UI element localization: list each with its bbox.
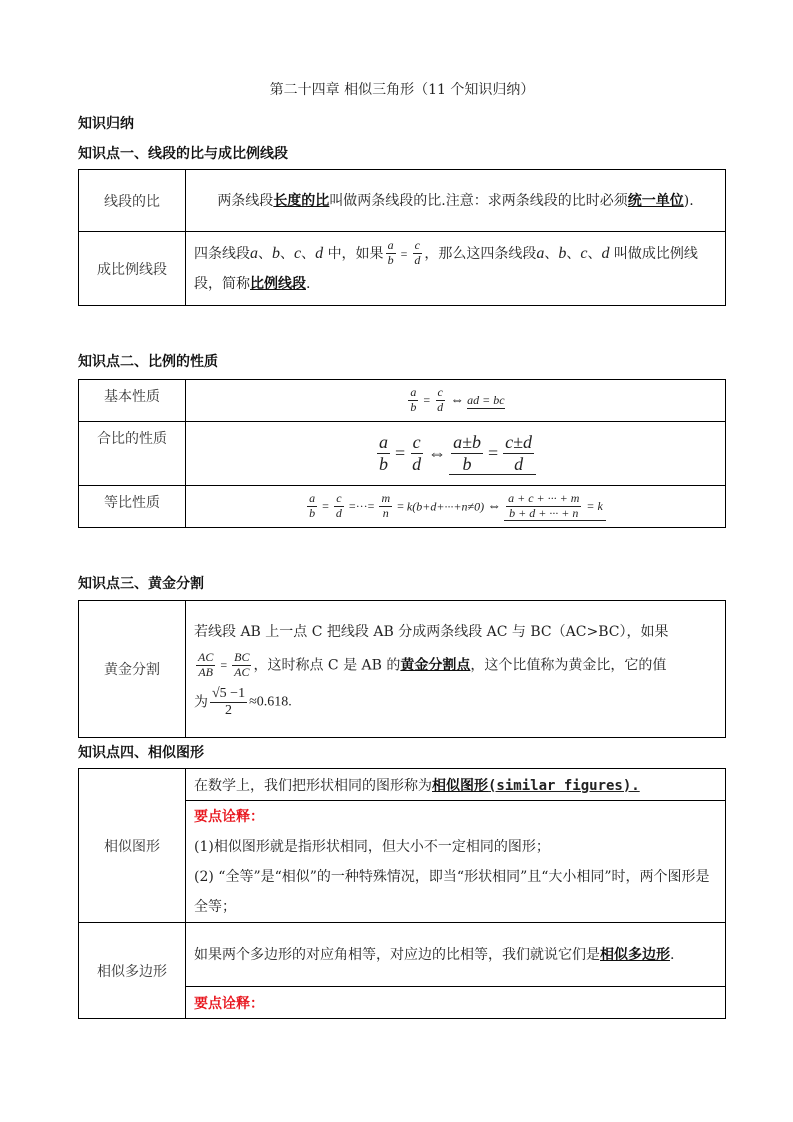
var: c xyxy=(294,244,302,262)
section-2-heading: 知识点二、比例的性质 xyxy=(78,354,218,370)
key-term: 相似多边形 xyxy=(600,946,670,963)
notes-title: 要点诠释： xyxy=(194,995,264,1012)
fraction xyxy=(196,651,215,680)
table-row xyxy=(79,380,726,422)
text: ). xyxy=(683,192,694,209)
numerator: BC xyxy=(234,650,250,665)
denominator: AC xyxy=(234,664,250,679)
formula-basic: $\frac{a}{b}$ = $\frac{c}{d}$ ⇔ ad = bc xyxy=(186,380,726,422)
note-item: (2) “全等”是“相似”的一种特殊情况，即当“形状相同”且“大小相同”时，两个图形是全等； xyxy=(194,868,710,915)
text: ，这时称点 C 是 AB 的 xyxy=(253,657,401,674)
text: 在数学上，我们把形状相同的图形称为 xyxy=(194,777,432,794)
key-term: 相似图形 xyxy=(432,777,488,794)
key-term: 长度的比 xyxy=(273,192,330,209)
fraction xyxy=(412,239,422,268)
var: d xyxy=(601,244,610,262)
row-label: 相似图形 xyxy=(79,769,186,923)
condition: k(b+d+···+n≠0) xyxy=(406,499,485,513)
denominator: b xyxy=(387,253,394,267)
text: 如果两个多边形的对应角相等，对应边的比相等，我们就说它们是 xyxy=(194,946,600,963)
key-term: 比例线段 xyxy=(250,275,306,292)
var: b xyxy=(558,244,567,262)
numerator: c xyxy=(414,238,420,253)
row-label: 线段的比 xyxy=(79,170,186,232)
rhs: ad = bc xyxy=(467,392,505,407)
section-2-table xyxy=(78,379,726,528)
text: 中，如果 xyxy=(327,245,384,262)
section-3-table xyxy=(78,600,726,738)
table-row xyxy=(79,769,726,801)
text: . xyxy=(670,946,675,963)
table-row xyxy=(79,232,726,306)
var: a xyxy=(250,244,258,262)
row-label: 相似多边形 xyxy=(79,923,186,1019)
numerator: √5 −1 xyxy=(210,686,247,703)
section-4-table xyxy=(78,768,726,1019)
formula-composition: $\frac{a}{b}$ = $\frac{c}{d}$ ⇔ $\frac{a\pm b}{b}$ = $\frac{c\pm d}{d}$ xyxy=(186,422,726,486)
text: . xyxy=(306,275,311,292)
denominator: d xyxy=(414,253,421,267)
row-label: 等比性质 xyxy=(79,486,186,528)
denominator: AB xyxy=(198,664,213,679)
numerator: AC xyxy=(198,650,214,665)
note-item: (1)相似图形就是指形状相同，但大小不一定相同的图形； xyxy=(194,838,550,855)
denominator: b + d + ··· + n xyxy=(509,505,579,520)
table-row xyxy=(79,601,726,738)
notes-title: 要点诠释： xyxy=(194,808,264,825)
table-row xyxy=(79,422,726,486)
row-label: 成比例线段 xyxy=(79,232,186,306)
var: c xyxy=(580,244,588,262)
text: 叫做成比例线段，简称 xyxy=(194,245,698,292)
denominator: 2 xyxy=(225,702,233,718)
summary-heading: 知识归纳 xyxy=(78,116,134,132)
key-term-english: (similar figures). xyxy=(488,777,640,794)
text: ，这个比值称为黄金比，它的值 xyxy=(470,657,667,674)
table-row xyxy=(79,923,726,987)
notes xyxy=(186,801,726,923)
text: 为 xyxy=(194,694,208,711)
text: 四条线段 xyxy=(194,245,250,262)
table-row xyxy=(79,170,726,232)
var: d xyxy=(315,244,324,262)
text: 若线段 AB 上一点 C 把线段 AB 分成两条线段 AC 与 BC（AC>BC），如果 xyxy=(194,624,669,641)
row-label: 基本性质 xyxy=(79,380,186,422)
notes xyxy=(186,987,726,1019)
table-row xyxy=(79,486,726,528)
key-term: 统一单位 xyxy=(627,192,684,209)
row-label: 合比的性质 xyxy=(79,422,186,486)
formula-equal-ratio: $\frac{a}{b}$ = $\frac{c}{d}$ =···= $\frac{m}{n}$ = k(b+d+···+n≠0) ⇔ $\frac{a + c + \cdot\cdot\cdot + m}{b + d + \cdot\cdot\cdot + n}$ = k xyxy=(186,486,726,528)
fraction xyxy=(386,239,396,268)
fraction xyxy=(210,686,247,719)
row-content xyxy=(186,170,726,232)
section-1-table xyxy=(78,169,726,306)
fraction xyxy=(232,651,251,680)
numerator: c±d xyxy=(505,431,533,452)
numerator: a±b xyxy=(453,431,481,452)
numerator: a xyxy=(387,238,394,253)
key-term: 黄金分割点 xyxy=(400,657,471,674)
numerator: a + c + ··· + m xyxy=(508,490,580,505)
text: ，那么这四条线段 xyxy=(424,245,537,262)
definition xyxy=(186,923,726,987)
approx-value: ≈0.618. xyxy=(249,694,292,710)
var: b xyxy=(272,244,280,262)
row-content: 四条线段a、b、c、d 中，如果 $\frac{a}{b}$ = $\frac{c}{d}$ ，那么这四条线段a、b、c、d 叫做成比例线段，简称比例线段. xyxy=(186,232,726,306)
text: 两条线段 xyxy=(217,192,274,209)
row-content: 若线段 AB 上一点 C 把线段 AB 分成两条线段 AC 与 BC（AC>BC），如果 $\frac{AC}{AB}$ = $\frac{BC}{AC}$ ，这时称点 C 是 AB 的黄金分割点，这个比值称为黄金比，它的值 为 $\frac{√5 -1}{2}$ ≈0.618. xyxy=(186,601,726,738)
text: 叫做两条线段的比.注意：求两条线段的比时必须 xyxy=(329,192,628,209)
section-1-heading: 知识点一、线段的比与成比例线段 xyxy=(78,146,288,162)
section-3-heading: 知识点三、黄金分割 xyxy=(78,576,204,592)
var: a xyxy=(536,244,545,262)
definition xyxy=(186,769,726,801)
row-label: 黄金分割 xyxy=(79,601,186,738)
section-4-heading: 知识点四、相似图形 xyxy=(78,745,204,761)
chapter-title: 第二十四章 相似三角形（11 个知识归纳） xyxy=(269,82,535,98)
